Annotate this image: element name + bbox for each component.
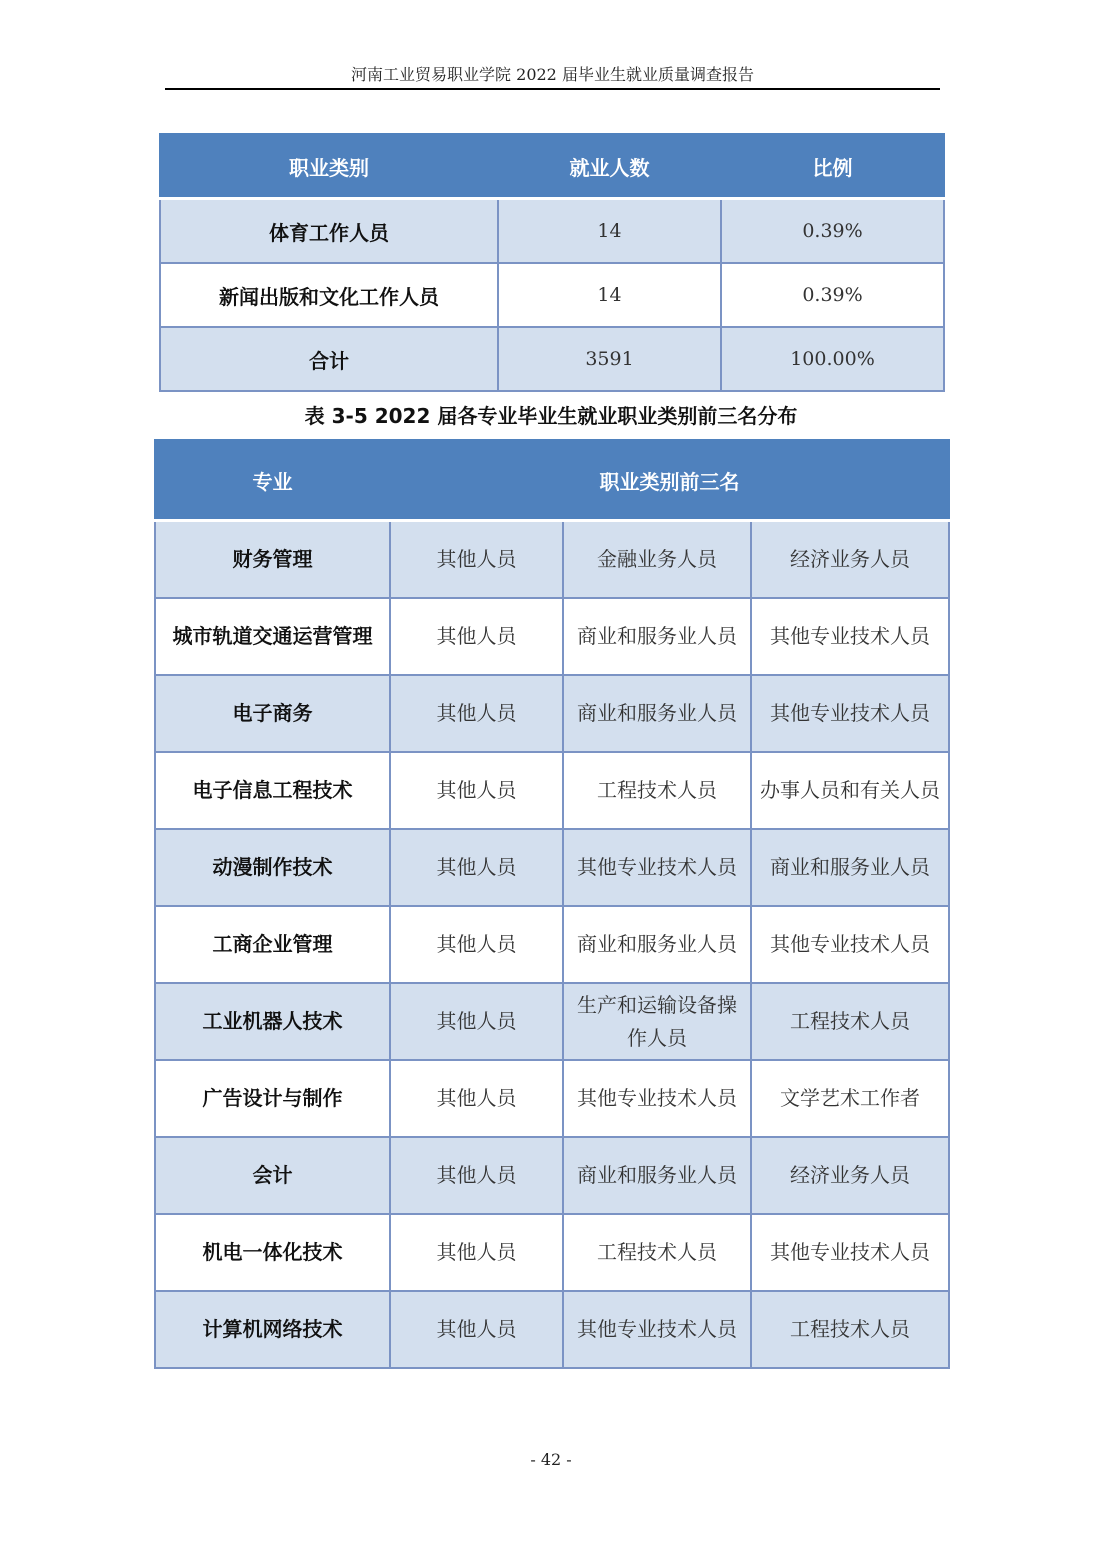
occupation-second: 商业和服务业人员 [563, 906, 751, 983]
column-header-top3: 职业类别前三名 [390, 440, 949, 521]
occupation-third: 其他专业技术人员 [751, 1214, 949, 1291]
major-name: 广告设计与制作 [155, 1060, 390, 1137]
occupation-first: 其他人员 [390, 1214, 563, 1291]
occupation-first: 其他人员 [390, 906, 563, 983]
occupation-third: 工程技术人员 [751, 1291, 949, 1368]
ratio: 0.39% [721, 263, 944, 327]
occupation-second: 其他专业技术人员 [563, 829, 751, 906]
occupation-first: 其他人员 [390, 675, 563, 752]
major-name: 电子信息工程技术 [155, 752, 390, 829]
table-row [155, 675, 949, 752]
occupation-second: 工程技术人员 [563, 752, 751, 829]
running-header: 河南工业贸易职业学院 2022 届毕业生就业质量调查报告 [351, 65, 754, 84]
occupation-first: 其他人员 [390, 521, 563, 599]
occupation-name: 合计 [160, 327, 498, 391]
occupation-second: 其他专业技术人员 [563, 1060, 751, 1137]
employed-count: 14 [498, 263, 721, 327]
occupation-second: 商业和服务业人员 [563, 598, 751, 675]
column-header-occupation: 职业类别 [160, 134, 498, 199]
table-row-total [160, 327, 944, 391]
major-top3-table [154, 439, 950, 1369]
ratio: 100.00% [721, 327, 944, 391]
table-header-row [155, 440, 949, 521]
major-name: 工商企业管理 [155, 906, 390, 983]
ratio: 0.39% [721, 199, 944, 264]
major-name: 城市轨道交通运营管理 [155, 598, 390, 675]
occupation-first: 其他人员 [390, 1291, 563, 1368]
table-row [155, 521, 949, 599]
occupation-name: 体育工作人员 [160, 199, 498, 264]
table-row [155, 829, 949, 906]
column-header-employed-count: 就业人数 [498, 134, 721, 199]
table-header-row [160, 134, 944, 199]
occupation-name: 新闻出版和文化工作人员 [160, 263, 498, 327]
major-name: 工业机器人技术 [155, 983, 390, 1060]
major-name: 机电一体化技术 [155, 1214, 390, 1291]
page-number: - 42 - [530, 1450, 572, 1469]
occupation-third: 办事人员和有关人员 [751, 752, 949, 829]
occupation-third: 其他专业技术人员 [751, 598, 949, 675]
occupation-first: 其他人员 [390, 983, 563, 1060]
table-row [155, 1137, 949, 1214]
occupation-table-continued [159, 133, 945, 392]
occupation-second: 生产和运输设备操作人员 [563, 983, 751, 1060]
major-name: 会计 [155, 1137, 390, 1214]
occupation-third: 其他专业技术人员 [751, 675, 949, 752]
occupation-third: 工程技术人员 [751, 983, 949, 1060]
table-row [155, 752, 949, 829]
table-row [155, 983, 949, 1060]
table-row [155, 906, 949, 983]
occupation-second: 商业和服务业人员 [563, 1137, 751, 1214]
table-row [160, 263, 944, 327]
table-row [155, 1291, 949, 1368]
table-row [155, 1060, 949, 1137]
occupation-first: 其他人员 [390, 829, 563, 906]
employed-count: 14 [498, 199, 721, 264]
occupation-third: 文学艺术工作者 [751, 1060, 949, 1137]
header-rule [165, 88, 940, 90]
occupation-third: 商业和服务业人员 [751, 829, 949, 906]
occupation-first: 其他人员 [390, 598, 563, 675]
occupation-second: 工程技术人员 [563, 1214, 751, 1291]
occupation-third: 经济业务人员 [751, 521, 949, 599]
table-row [155, 598, 949, 675]
occupation-first: 其他人员 [390, 1137, 563, 1214]
table-row [155, 1214, 949, 1291]
occupation-first: 其他人员 [390, 1060, 563, 1137]
major-name: 计算机网络技术 [155, 1291, 390, 1368]
table-row [160, 199, 944, 264]
occupation-second: 其他专业技术人员 [563, 1291, 751, 1368]
occupation-second: 金融业务人员 [563, 521, 751, 599]
column-header-major: 专业 [155, 440, 390, 521]
major-name: 电子商务 [155, 675, 390, 752]
occupation-second: 商业和服务业人员 [563, 675, 751, 752]
table-caption: 表 3-5 2022 届各专业毕业生就业职业类别前三名分布 [304, 404, 798, 428]
occupation-third: 其他专业技术人员 [751, 906, 949, 983]
column-header-ratio: 比例 [721, 134, 944, 199]
employed-count: 3591 [498, 327, 721, 391]
major-name: 财务管理 [155, 521, 390, 599]
major-name: 动漫制作技术 [155, 829, 390, 906]
occupation-third: 经济业务人员 [751, 1137, 949, 1214]
occupation-first: 其他人员 [390, 752, 563, 829]
